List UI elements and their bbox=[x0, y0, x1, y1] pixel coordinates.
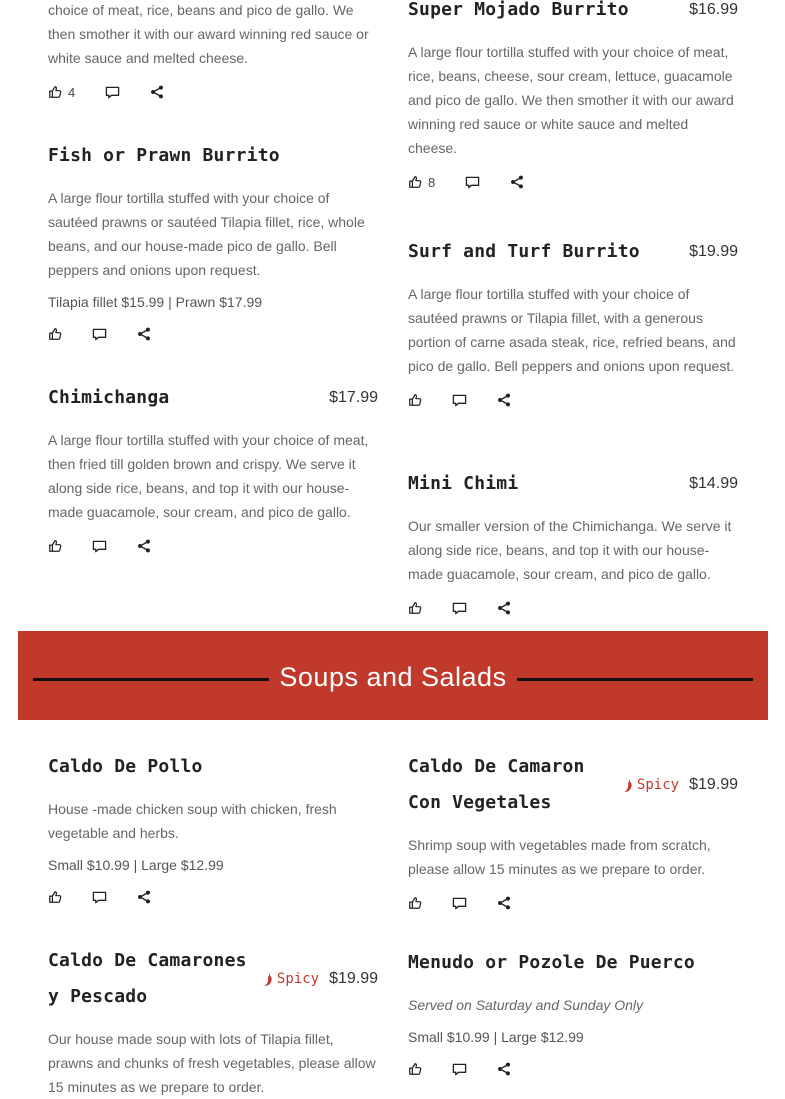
like-button[interactable] bbox=[408, 896, 422, 910]
menu-item-mini-chimi bbox=[408, 466, 738, 618]
share-button[interactable] bbox=[510, 175, 524, 189]
share-button[interactable] bbox=[497, 393, 511, 407]
comment-icon bbox=[92, 890, 107, 905]
item-price: $17.99 bbox=[329, 389, 378, 406]
item-price: $19.99 bbox=[689, 243, 738, 260]
item-title-line-1: Caldo De Camaron bbox=[408, 756, 585, 777]
item-title: Menudo or Pozole De Puerco bbox=[408, 952, 695, 973]
share-button[interactable] bbox=[137, 539, 151, 553]
share-icon bbox=[510, 175, 524, 189]
item-actions bbox=[48, 82, 378, 102]
spicy-label: Spicy bbox=[636, 777, 680, 793]
section-banner bbox=[18, 631, 768, 720]
like-count: 4 bbox=[68, 84, 76, 100]
share-icon bbox=[150, 85, 164, 99]
menu-item-surf-and-turf-burrito bbox=[408, 234, 738, 410]
share-icon bbox=[137, 890, 151, 904]
item-actions bbox=[408, 390, 738, 410]
item-description: Our smaller version of the Chimichanga. We serve it along side rice, beans, and top it with our house-made guacamole, sour cream, and pico de gallo. bbox=[408, 518, 732, 582]
comment-icon bbox=[105, 85, 120, 100]
share-icon bbox=[137, 327, 151, 341]
banner-divider-right bbox=[517, 678, 753, 681]
thumbs-up-icon bbox=[408, 601, 422, 615]
spicy-badge bbox=[263, 971, 319, 987]
thumbs-up-icon bbox=[408, 175, 422, 189]
item-description: Shrimp soup with vegetables made from scratch, please allow 15 minutes as we prepare to order. bbox=[408, 837, 711, 877]
item-price: $19.99 bbox=[689, 776, 738, 793]
comment-icon bbox=[452, 896, 467, 911]
item-actions bbox=[48, 324, 378, 344]
chili-pepper-icon bbox=[623, 778, 634, 793]
like-button[interactable] bbox=[408, 393, 422, 407]
share-button[interactable] bbox=[137, 327, 151, 341]
comment-button[interactable] bbox=[105, 85, 120, 100]
comment-button[interactable] bbox=[452, 1062, 467, 1077]
thumbs-up-icon bbox=[48, 85, 62, 99]
like-button[interactable] bbox=[48, 890, 62, 904]
item-description: choice of meat, rice, beans and pico de gallo. We then smother it with our award winning red sauce or white sauce and melted cheese. bbox=[48, 2, 369, 66]
thumbs-up-icon bbox=[408, 393, 422, 407]
comment-icon bbox=[465, 175, 480, 190]
like-button[interactable] bbox=[48, 85, 75, 100]
comment-button[interactable] bbox=[465, 175, 480, 190]
item-title: Chimichanga bbox=[48, 387, 170, 408]
item-description: A large flour tortilla stuffed with your choice of meat, then fried till golden brown and crispy. We serve it along side rice, beans, and top it with our house-made guacamole, sour cream, and pico de gallo. bbox=[48, 432, 369, 520]
item-availability-note: Served on Saturday and Sunday Only bbox=[408, 997, 644, 1013]
like-button[interactable] bbox=[48, 327, 62, 341]
spicy-badge bbox=[623, 777, 679, 793]
like-button[interactable] bbox=[408, 175, 435, 190]
item-description: A large flour tortilla stuffed with your choice of sautéed prawns or sautéed Tilapia fillet, rice, whole beans, and our house-made pico de gallo. Bell peppers and onions upon request. bbox=[48, 190, 365, 278]
menu-item-caldo-de-pollo bbox=[48, 749, 378, 907]
item-actions bbox=[408, 598, 738, 618]
item-title: Surf and Turf Burrito bbox=[408, 241, 640, 262]
like-button[interactable] bbox=[48, 539, 62, 553]
thumbs-up-icon bbox=[48, 539, 62, 553]
menu-item-super-mojado-burrito bbox=[408, 0, 738, 192]
item-title: Fish or Prawn Burrito bbox=[48, 145, 280, 166]
comment-button[interactable] bbox=[92, 539, 107, 554]
menu-item-chimichanga bbox=[48, 380, 378, 556]
comment-button[interactable] bbox=[452, 601, 467, 616]
item-actions bbox=[408, 172, 738, 192]
share-button[interactable] bbox=[150, 85, 164, 99]
item-title: Caldo De Pollo bbox=[48, 756, 203, 777]
item-description: A large flour tortilla stuffed with your choice of meat, rice, beans, cheese, sour cream, lettuce, guacamole and pico de gallo. We then smother it with our award winning red sauce or white sauce and melted cheese. bbox=[408, 44, 734, 156]
chili-pepper-icon bbox=[263, 972, 274, 987]
item-description: House -made chicken soup with chicken, fresh vegetable and herbs. bbox=[48, 801, 337, 841]
item-actions bbox=[48, 887, 378, 907]
item-price: $16.99 bbox=[689, 1, 738, 18]
comment-icon bbox=[92, 327, 107, 342]
item-prices: Tilapia fillet $15.99 | Prawn $17.99 bbox=[48, 294, 263, 310]
share-icon bbox=[137, 539, 151, 553]
item-title-line-2: Con Vegetales bbox=[408, 792, 552, 813]
item-title: Mini Chimi bbox=[408, 473, 519, 494]
menu-item-caldo-de-camaron bbox=[408, 749, 738, 913]
item-title-line-2: y Pescado bbox=[48, 986, 148, 1007]
share-button[interactable] bbox=[497, 601, 511, 615]
share-icon bbox=[497, 1062, 511, 1076]
comment-button[interactable] bbox=[452, 393, 467, 408]
comment-button[interactable] bbox=[452, 896, 467, 911]
section-title: Soups and Salads bbox=[279, 662, 507, 692]
like-button[interactable] bbox=[408, 1062, 422, 1076]
comment-icon bbox=[452, 1062, 467, 1077]
spicy-label: Spicy bbox=[276, 971, 320, 987]
menu-item-fish-or-prawn-burrito bbox=[48, 138, 378, 344]
menu-item-menudo-or-pozole bbox=[408, 945, 748, 1079]
share-icon bbox=[497, 601, 511, 615]
share-button[interactable] bbox=[497, 896, 511, 910]
item-title: Super Mojado Burrito bbox=[408, 0, 629, 20]
item-price: $14.99 bbox=[689, 475, 738, 492]
thumbs-up-icon bbox=[48, 327, 62, 341]
banner-divider-left bbox=[33, 678, 269, 681]
thumbs-up-icon bbox=[408, 1062, 422, 1076]
comment-icon bbox=[452, 393, 467, 408]
share-button[interactable] bbox=[497, 1062, 511, 1076]
item-actions bbox=[408, 893, 738, 913]
share-icon bbox=[497, 896, 511, 910]
item-actions bbox=[48, 536, 378, 556]
comment-icon bbox=[92, 539, 107, 554]
item-actions bbox=[408, 1059, 748, 1079]
comment-button[interactable] bbox=[92, 890, 107, 905]
like-button[interactable] bbox=[408, 601, 422, 615]
share-button[interactable] bbox=[137, 890, 151, 904]
item-prices: Small $10.99 | Large $12.99 bbox=[408, 1029, 584, 1045]
thumbs-up-icon bbox=[48, 890, 62, 904]
menu-item-top-fragment bbox=[48, 0, 378, 102]
item-title-line-1: Caldo De Camarones bbox=[48, 950, 247, 971]
item-price: $19.99 bbox=[329, 970, 378, 987]
share-icon bbox=[497, 393, 511, 407]
comment-icon bbox=[452, 601, 467, 616]
item-prices: Small $10.99 | Large $12.99 bbox=[48, 857, 224, 873]
thumbs-up-icon bbox=[408, 896, 422, 910]
comment-button[interactable] bbox=[92, 327, 107, 342]
item-description: Our house made soup with lots of Tilapia fillet, prawns and chunks of fresh vegetables, please allow 15 minutes as we prepare to order. bbox=[48, 1031, 376, 1095]
item-description: A large flour tortilla stuffed with your choice of sautéed prawns or Tilapia fillet, with a generous portion of carne asada steak, rice, refried beans, and pico de gallo. Bell peppers and onions upon request. bbox=[408, 286, 736, 374]
menu-item-caldo-de-camarones bbox=[48, 943, 378, 1099]
like-count: 8 bbox=[428, 174, 436, 190]
